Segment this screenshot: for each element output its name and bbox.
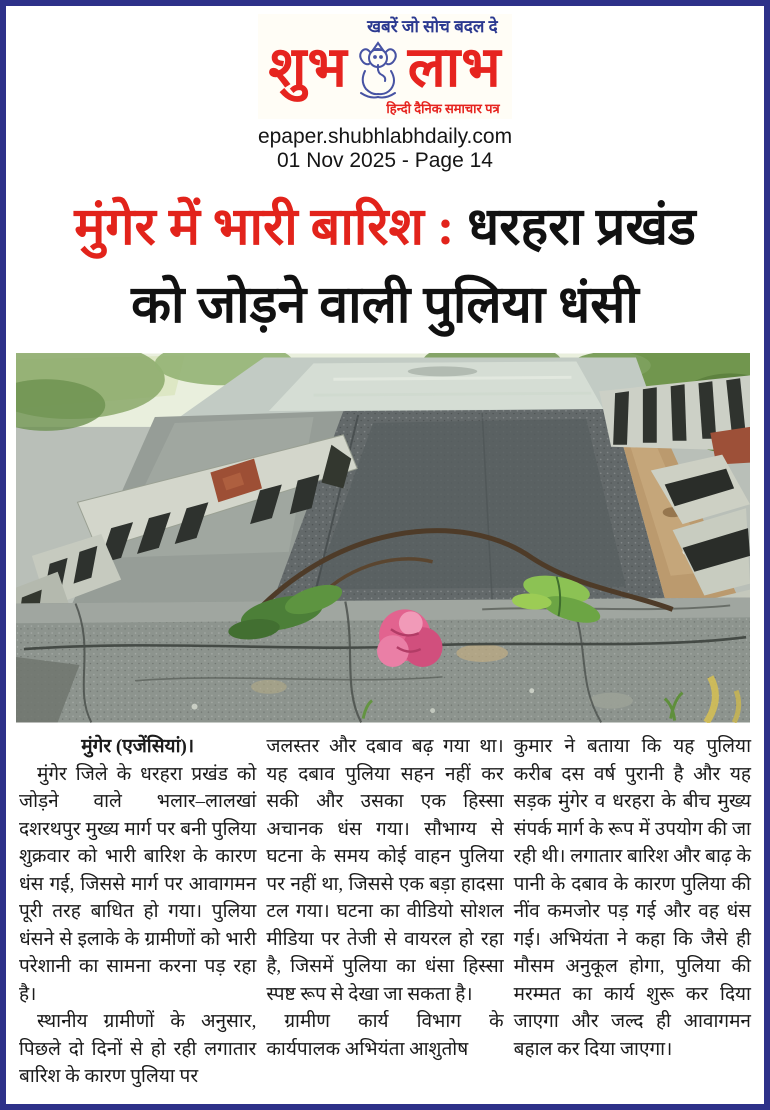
paragraph: जलस्तर और दबाव बढ़ गया था। यह दबाव पुलिया सहन नहीं कर सकी और उसका एक हिस्सा अचानक धंस गया। सौभाग्य से घटना के समय कोई वाहन पुलिया पर नहीं था, जिससे एक बड़ा हादसा टल गया। घटना का वीडियो सोशल मीडिया पर तेजी से वायरल हो रहा है, जिसमें पुलिया का धंसा हिस्सा स्पष्ट रूप से देखा जा सकता है।: [266, 736, 504, 1005]
issue-date-page: 01 Nov 2025 - Page 14: [277, 149, 493, 173]
collapsed-culvert-photo: [16, 353, 754, 723]
paragraph: स्थानीय ग्रामीणों के अनुसार, पिछले दो दिनों से हो रही लगातार बारिश के कारण पुलिया पर: [19, 1011, 257, 1088]
masthead-tagline: खबरें जो सोच बदल दे: [367, 17, 498, 36]
headline-line-1: [14, 189, 756, 267]
headline-line-2: को जोड़ने वाली पुलिया धंसी: [131, 277, 639, 335]
photo-illustration: [16, 353, 750, 723]
headline-black-part: धरहरा प्रखंड: [467, 199, 696, 257]
dateline: मुंगेर (एजेंसियां)।: [81, 736, 195, 758]
epaper-url: epaper.shubhlabhdaily.com: [257, 125, 513, 148]
logo-row: [268, 37, 501, 99]
masthead-subtitle: हिन्दी दैनिक समाचार पत्र: [386, 101, 500, 116]
paragraph: मुंगेर जिले के धरहरा प्रखंड को जोड़ने वाले भलार–लालखां दशरथपुर मुख्य मार्ग पर बनी पुलिया शुक्रवार को भारी बारिश के कारण धंस गई, जिससे मार्ग पर आवागमन पूरी तरह बाधित हो गया। पुलिया धंसने से इलाके के ग्रामीणों को भारी परेशानी का सामना करना पड़ रहा है।: [19, 763, 257, 1005]
article-column-2: [266, 733, 503, 1091]
logo-word-labh: लाभ: [407, 36, 502, 99]
headline-red-part: मुंगेर में भारी बारिश :: [74, 199, 468, 257]
masthead: [6, 6, 764, 173]
ganesha-icon: [352, 37, 404, 99]
article-body: [19, 733, 751, 1091]
newspaper-logo: [258, 14, 511, 119]
paragraph: कुमार ने बताया कि यह पुलिया करीब दस वर्ष पुरानी है और यह सड़क मुंगेर व धरहरा के बीच मुख्य संपर्क मार्ग के रूप में उपयोग की जा रही थी। लगातार बारिश और बाढ़ के पानी के दबाव के कारण पुलिया की नींव कमजोर पड़ गई और वह धंस गई। अभियंता ने कहा कि जैसे ही मौसम अनुकूल होगा, पुलिया की मरम्मत का कार्य शुरू कर दिया जाएगा और जल्द ही आवागमन बहाल कर दिया जाएगा।: [513, 736, 751, 1060]
article-headline: [14, 189, 756, 345]
paragraph: ग्रामीण कार्य विभाग के कार्यपालक अभियंता आशुतोष: [266, 1011, 504, 1060]
article-column-1: [19, 733, 256, 1091]
article-column-3: [514, 733, 751, 1091]
logo-word-shubh: शुभ: [268, 36, 348, 99]
